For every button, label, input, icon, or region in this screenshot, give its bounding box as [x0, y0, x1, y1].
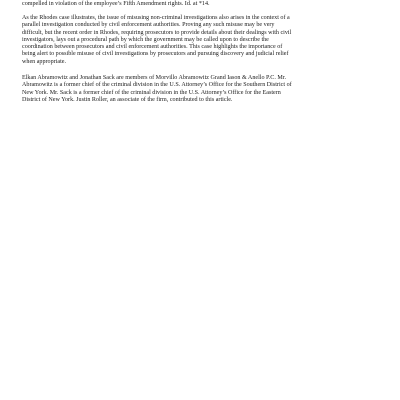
- text-line: compelled in violation of the employee’s Fifth Amendment rights. Id. at *14.: [22, 0, 210, 7]
- text-line: parallel investigation conducted by civil enforcement authorities. Proving any such misuse may be very: [22, 22, 275, 29]
- text-line: being alert to possible misuse of civil investigations by prosecutors and pursuing discovery and judicial relief: [22, 51, 289, 58]
- text-line: investigators, lays out a procedural path by which the government may be called upon to describe the: [22, 36, 269, 43]
- paragraph-author-bio: [22, 75, 292, 104]
- text-line: As the Rhodes case illustrates, the issue of misusing non-criminal investigations also arises in the context of a: [22, 15, 290, 21]
- text-line: when appropriate.: [22, 58, 66, 65]
- text-line: Abramowitz is a former chief of the criminal division in the U.S. Attorney’s Office for the Southern District of: [22, 82, 292, 89]
- paragraph-conclusion-fragment: [22, 1, 210, 8]
- text-line: New York. Mr. Sack is a former chief of the criminal division in the U.S. Attorney’s Office for the Eastern: [22, 89, 281, 96]
- text-line: coordination between prosecutors and civil enforcement authorities. This case highlights the importance of: [22, 44, 283, 51]
- text-line: District of New York. Justin Roller, an associate of the firm, contributed to this article.: [22, 96, 233, 103]
- text-line: Elkan Abramowitz and Jonathan Sack are members of Morvillo Abramowitz Grand Iason & Anello P.C. Mr.: [22, 75, 287, 81]
- text-line: difficult, but the recent order in Rhodes, requiring prosecutors to provide details about their dealings with civil: [22, 29, 292, 36]
- paragraph-rhodes-case: [22, 15, 291, 66]
